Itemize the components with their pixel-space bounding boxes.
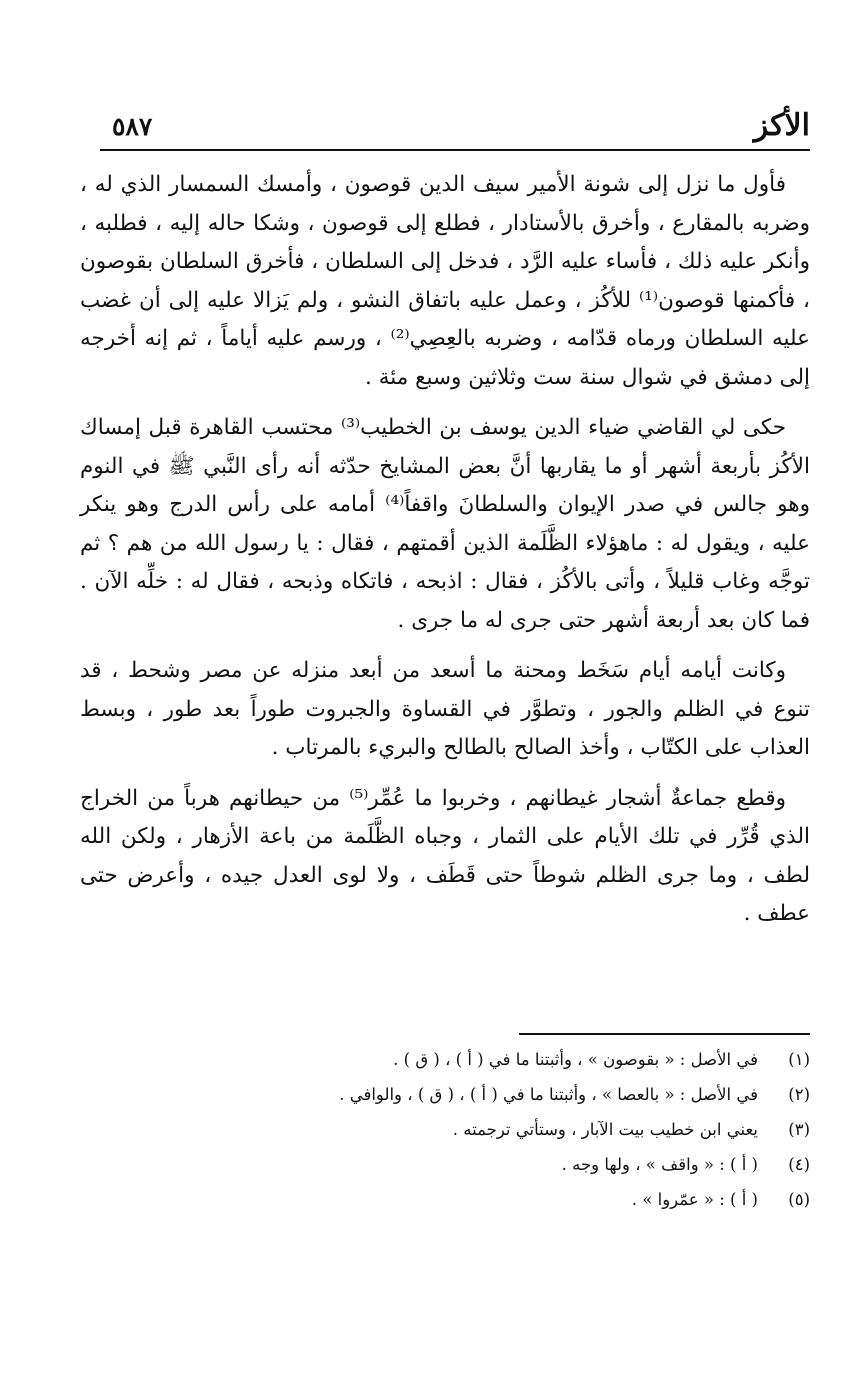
paragraph: حكى لي القاضي ضياء الدين يوسف بن الخطيب⁽³⁾ محتسب القاهرة قبل إمساك الأكُز بأربعة أشهر أو ما يقاربها أنَّ بعض المشايخ حدّثه أنه رأى النَّبي ﷺ في النوم وهو جالس في صدر الإيوان والسلطانَ واقفاً⁽⁴⁾ أمامه على رأس الدرج وهو ينكر عليه ، ويقول له : ماهؤلاء الظَّلَمة الذين أقمتهم ، فقال : يا رسول الله من هم ؟ ثم توجَّه وغاب قليلاً ، وأتى بالأكُز ، فقال : اذبحه ، فاتكاه وذبحه ، فقال له : خلِّه الآن . فما كان بعد أربعة أشهر حتى جرى له ما جرى .	[80, 415, 810, 633]
page-number: ٥٨٧	[112, 112, 153, 141]
paragraph: فأول ما نزل إلى شونة الأمير سيف الدين قوصون ، وأمسك السمسار الذي له ، وضربه بالمقارع ، وأخرق بالأستادار ، فطلع إلى قوصون ، وشكا حاله إليه ، فطلبه ، وأنكر عليه ذلك ، فأساء عليه الرَّد ، فدخل إلى السلطان ، فأخرق السلطان بقوصون ، فأكمنها قوصون⁽¹⁾ للأكُز ، وعمل عليه باتفاق النشو ، ولم يَزالا عليه إلى أن غضب عليه السلطان ورماه قدّامه ، وضربه بالعِصِي⁽²⁾ ، ورسم عليه أياماً ، ثم إنه أخرجه إلى دمشق في شوال سنة ست وثلاثين وسبع مئة .	[80, 172, 810, 390]
footnote-number: (٤)	[788, 1155, 810, 1174]
main-text	[80, 166, 810, 946]
footnote-text: في الأصل : « بالعصا » ، وأثبتنا ما في ( أ ) ، ( ق ) ، والوافي .	[339, 1085, 758, 1104]
footnote-number: (٥)	[788, 1190, 810, 1209]
page-header	[100, 108, 810, 150]
footnote-text: ( أ ) : « واقف » ، ولها وجه .	[561, 1155, 758, 1174]
running-title: الأكز	[753, 108, 810, 143]
footnote-text: في الأصل : « بقوصون » ، وأثبتنا ما في ( أ ) ، ( ق ) .	[393, 1050, 758, 1069]
footnote-number: (٢)	[788, 1085, 810, 1104]
paragraph: وقطع جماعةٌ أشجار غيطانهم ، وخربوا ما عُمِّر⁽⁵⁾ من حيطانهم هرباً من الخراج الذي قُرِّر في تلك الأيام على الثمار ، وجباه الظَّلَمة من باعة الأزهار ، ولكن الله لطف ، وما جرى الظلم شوطاً حتى قَطَف ، ولا لوى العدل جيده ، وأعرض حتى عطف .	[80, 785, 810, 926]
paragraph: وكانت أيامه أيام سَخَط ومحنة ما أسعد من أبعد منزله عن مصر وشحط ، قد تنوع في الظلم والجور ، وتطوَّر في القساوة والجبروت طوراً بعد طور ، وبسط العذاب على الكتّاب ، وأخذ الصالح بالطالح والبريء بالمرتاب .	[80, 658, 810, 760]
footnote-item	[100, 1182, 810, 1217]
footnote-item	[100, 1042, 810, 1077]
footnote-text: يعني ابن خطيب بيت الآبار ، وستأتي ترجمته .	[452, 1120, 758, 1139]
footnote-item	[100, 1112, 810, 1147]
footnote-item	[100, 1077, 810, 1112]
footnote-item	[100, 1147, 810, 1182]
footnote-text: ( أ ) : « عمّروا » .	[631, 1190, 758, 1209]
footnotes	[100, 1042, 810, 1217]
footnote-rule	[519, 1033, 810, 1035]
footnote-number: (١)	[788, 1050, 810, 1069]
header-rule	[100, 149, 810, 151]
footnote-number: (٣)	[788, 1120, 810, 1139]
